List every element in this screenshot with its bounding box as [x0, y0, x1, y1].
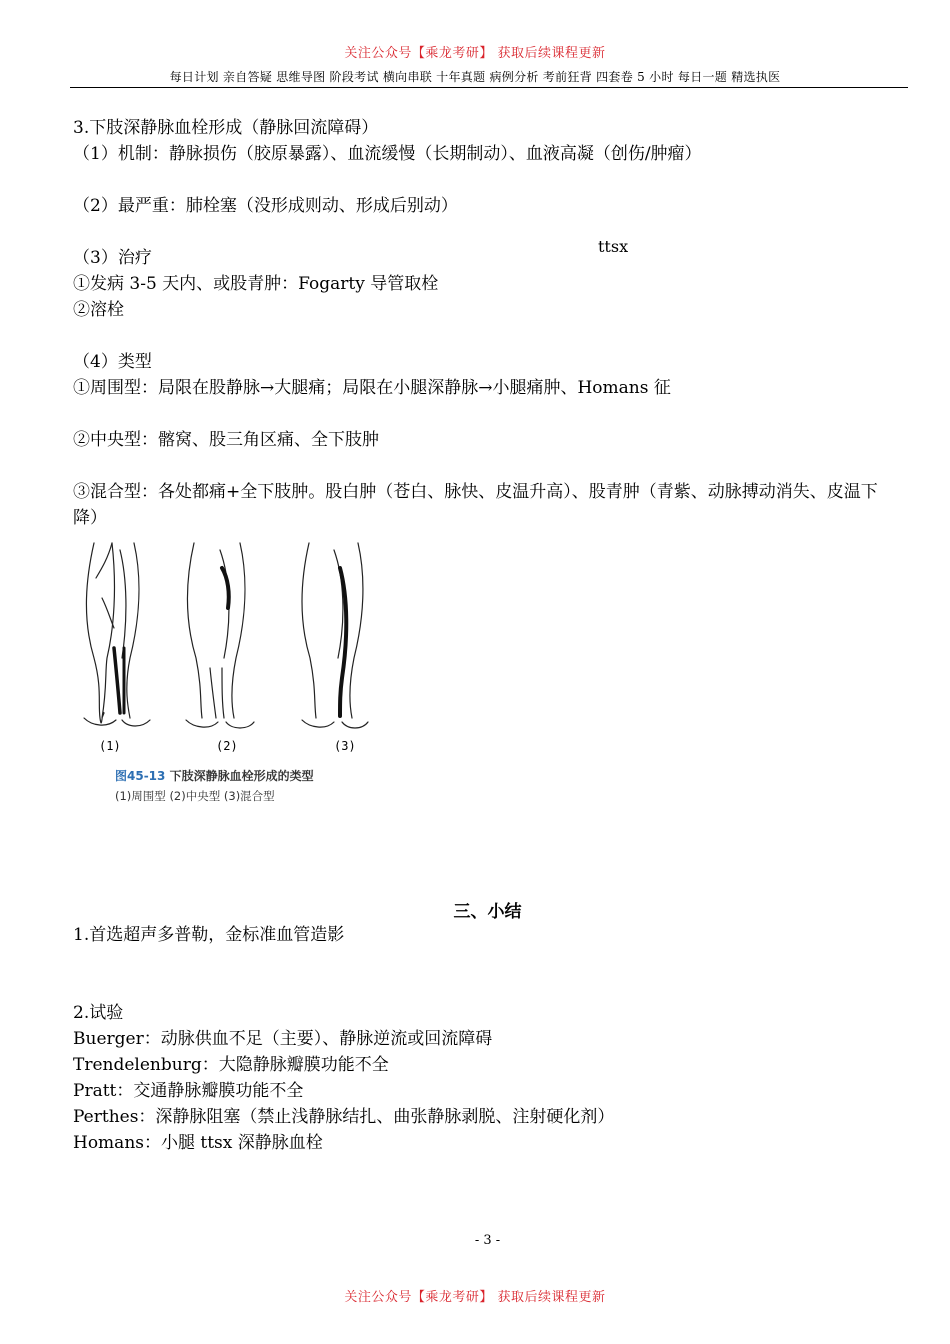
watermark-ttsx: ttsx — [598, 237, 629, 256]
figure-label-1: (1) — [99, 739, 121, 753]
figure-number: 图45-13 — [115, 769, 166, 783]
type-title: （4）类型 — [73, 352, 152, 372]
header-promo: 关注公众号【乘龙考研】 获取后续课程更新 — [344, 46, 606, 61]
figure-label-3: (3) — [334, 739, 356, 753]
summary-item-2: 2.试验 — [73, 1003, 124, 1023]
summary-item-1: 1.首选超声多普勒，金标准血管造影 — [73, 925, 345, 945]
severe-text: （2）最严重：肺栓塞（没形成则动、形成后别动） — [73, 196, 458, 216]
figure-title: 下肢深静脉血栓形成的类型 — [169, 769, 314, 783]
figure-subcaption: (1)周围型 (2)中央型 (3)混合型 — [115, 789, 275, 803]
type-central: ②中央型：髂窝、股三角区痛、全下肢肿 — [73, 430, 379, 450]
leg-peripheral-illustration — [84, 543, 150, 726]
test-perthes: Perthes：深静脉阻塞（禁止浅静脉结扎、曲张静脉剥脱、注射硬化剂） — [73, 1107, 615, 1127]
test-trendelenburg: Trendelenburg：大隐静脉瓣膜功能不全 — [73, 1055, 389, 1075]
treatment-item-2: ②溶栓 — [73, 300, 124, 320]
treatment-item-1: ①发病 3-5 天内、或股青肿：Fogarty 导管取栓 — [73, 274, 439, 294]
leg-mixed-illustration — [302, 543, 368, 728]
header-divider — [70, 87, 908, 88]
treatment-title: （3）治疗 — [73, 248, 152, 268]
page-number: - 3 - — [474, 1233, 501, 1248]
figure-label-2: (2) — [216, 739, 238, 753]
figure-caption — [115, 767, 314, 784]
test-homans: Homans：小腿 ttsx 深静脉血栓 — [73, 1133, 323, 1153]
test-pratt: Pratt：交通静脉瓣膜功能不全 — [73, 1081, 304, 1101]
test-buerger: Buerger：动脉供血不足（主要）、静脉逆流或回流障碍 — [73, 1029, 493, 1049]
section-heading-dvt: 3.下肢深静脉血栓形成（静脉回流障碍） — [73, 118, 379, 138]
header-services: 每日计划 亲自答疑 思维导图 阶段考试 横向串联 十年真题 病例分析 考前狂背 四套卷 5 小时 每日一题 精选执医 — [169, 70, 781, 84]
footer-promo: 关注公众号【乘龙考研】 获取后续课程更新 — [344, 1290, 606, 1305]
summary-title: 三、小结 — [453, 902, 522, 922]
type-mixed: ③混合型：各处都痛+全下肢肿。股白肿（苍白、脉快、皮温升高）、股青肿（青紫、动脉搏动消失、皮温下降） — [73, 482, 878, 528]
leg-central-illustration — [186, 543, 254, 728]
mechanism-text: （1）机制：静脉损伤（胶原暴露）、血流缓慢（长期制动）、血液高凝（创伤/肿瘤） — [73, 144, 702, 164]
type-peripheral: ①周围型：局限在股静脉→大腿痛；局限在小腿深静脉→小腿痛肿、Homans 征 — [73, 378, 671, 398]
